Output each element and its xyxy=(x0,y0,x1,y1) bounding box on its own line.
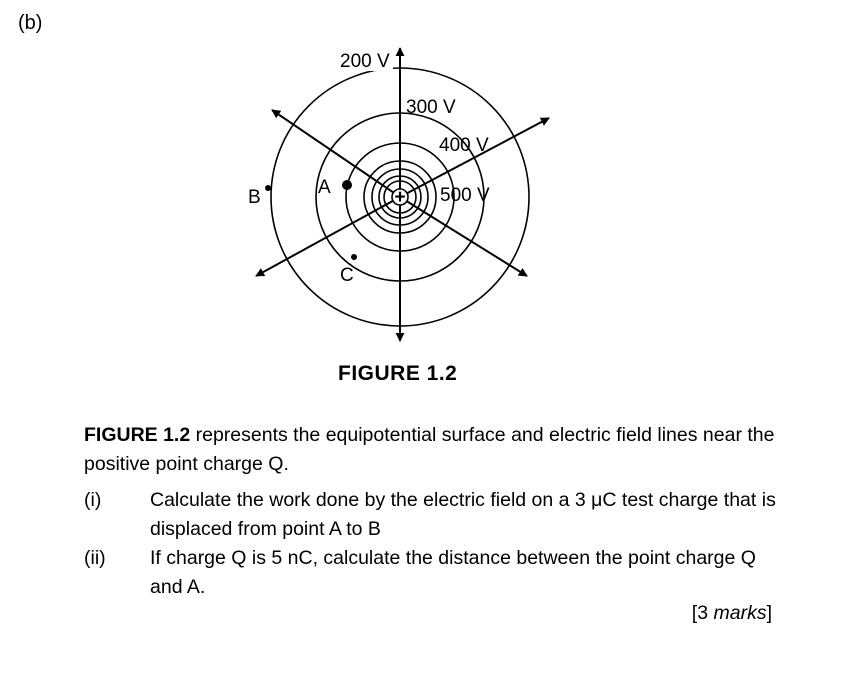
field-line-lower-right xyxy=(400,197,527,276)
point-a-dot xyxy=(342,180,352,190)
intro-paragraph xyxy=(84,421,784,479)
point-b-dot xyxy=(265,185,271,191)
label-200v: 200 V xyxy=(340,51,390,72)
label-500v: 500 V xyxy=(440,185,490,206)
intro-text: represents the equipotential surface and electric field lines near the positive point charge Q. xyxy=(84,424,775,475)
label-300v: 300 V xyxy=(406,97,456,118)
field-line-upper-left xyxy=(272,110,400,197)
question-number: (i) xyxy=(84,489,102,511)
marks-open: [3 xyxy=(691,602,714,624)
point-c-dot xyxy=(351,254,357,260)
charge-sign: + xyxy=(394,187,406,208)
label-400v: 400 V xyxy=(439,135,489,156)
figure-reference: FIGURE 1.2 xyxy=(84,424,191,446)
question-text: If charge Q is 5 nC, calculate the distance between the point charge Q and A. xyxy=(150,547,756,598)
marks-label xyxy=(692,602,772,625)
marks-close: ] xyxy=(766,602,772,624)
figure-caption: FIGURE 1.2 xyxy=(338,362,458,385)
part-label: (b) xyxy=(18,12,43,34)
label-point-b: B xyxy=(248,187,261,208)
label-point-a: A xyxy=(318,177,331,198)
marks-word: marks xyxy=(713,602,767,624)
question-text: Calculate the work done by the electric field on a 3 μC test charge that is displaced from point A to B xyxy=(150,489,776,540)
question-number: (ii) xyxy=(84,547,106,569)
label-point-c: C xyxy=(340,265,354,286)
